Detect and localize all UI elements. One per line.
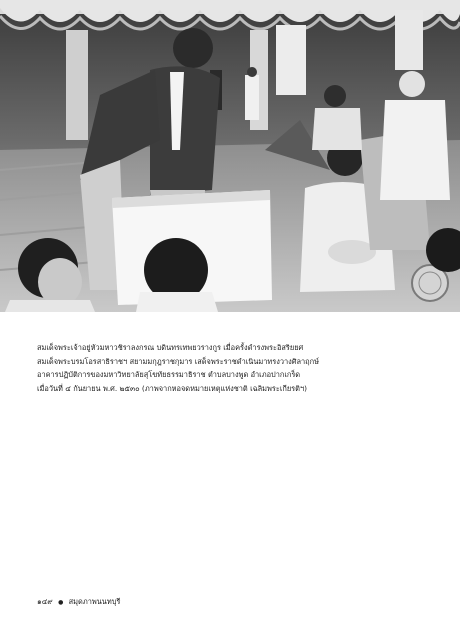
photo-caption [37, 341, 437, 395]
book-title: สมุดภาพนนทบุรี [68, 597, 121, 606]
bullet-separator: ● [58, 599, 64, 606]
page-number: ๑๔๙ [37, 597, 53, 606]
ceremony-photo [0, 0, 460, 312]
caption-line: เมื่อวันที่ ๔ กันยายน พ.ศ. ๒๕๓๐ (ภาพจากหอจดหมายเหตุแห่งชาติ เฉลิมพระเกียรติฯ) [37, 383, 307, 393]
caption-line: สมเด็จพระบรมโอรสาธิราชฯ สยามมกุฎราชกุมาร เสด็จพระราชดำเนินมาทรงวางศิลาฤกษ์ [37, 356, 319, 366]
page-footer [37, 596, 120, 608]
caption-line: สมเด็จพระเจ้าอยู่หัวมหาวชิราลงกรณ บดินทรเทพยวรางกูร เมื่อครั้งดำรงพระอิสริยยศ [37, 343, 304, 352]
caption-line: อาคารปฏิบัติการของมหาวิทยาลัยสุโขทัยธรรมาธิราช ตำบลบางพูด อำเภอปากเกร็ด [37, 370, 301, 380]
